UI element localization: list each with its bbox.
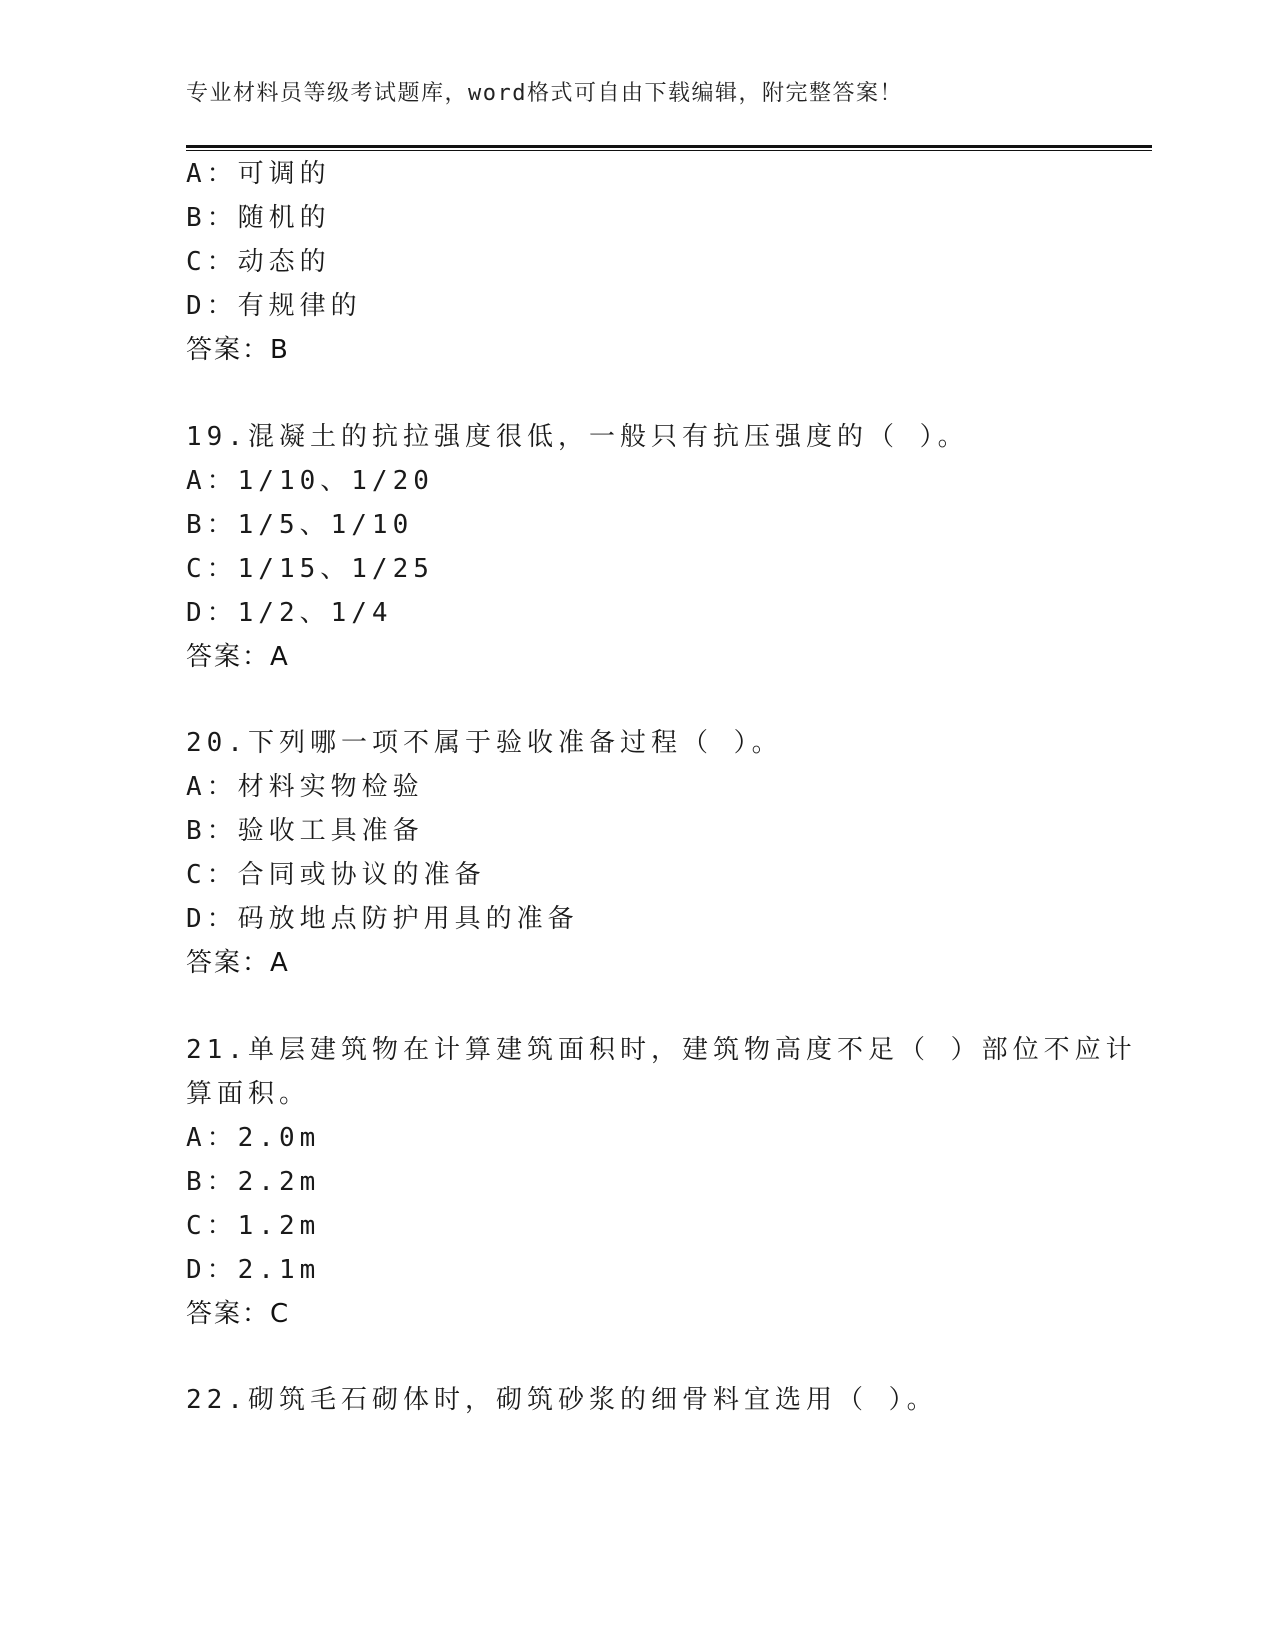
- q20-option-d: D：码放地点防护用具的准备: [186, 904, 579, 934]
- q21-option-d: D：2.1m: [186, 1255, 321, 1285]
- q18-option-a: A：可调的: [186, 159, 331, 189]
- q19-option-b: B：1/5、1/10: [186, 510, 414, 540]
- q20-question: 20.下列哪一项不属于验收准备过程（ ）。: [186, 728, 783, 758]
- q21-question-line1: 21.单层建筑物在计算建筑面积时，建筑物高度不足（ ）部位不应计: [186, 1035, 1137, 1065]
- q21-option-a: A：2.0m: [186, 1123, 321, 1153]
- page-header: 专业材料员等级考试题库，word格式可自由下载编辑，附完整答案！: [186, 81, 903, 106]
- q18-option-d: D：有规律的: [186, 291, 362, 321]
- q20-option-b: B：验收工具准备: [186, 816, 424, 846]
- q18-option-c: C：动态的: [186, 247, 331, 277]
- q22-question: 22.砌筑毛石砌体时，砌筑砂浆的细骨料宜选用（ ）。: [186, 1385, 938, 1415]
- q19-option-c: C：1/15、1/25: [186, 554, 434, 584]
- q21-option-b: B：2.2m: [186, 1167, 321, 1197]
- q20-option-c: C：合同或协议的准备: [186, 860, 486, 890]
- q19-option-a: A：1/10、1/20: [186, 466, 434, 496]
- q21-answer: 答案：C: [186, 1299, 291, 1329]
- q20-answer: 答案：A: [186, 948, 290, 978]
- header-rule-thin: [186, 150, 1152, 151]
- q19-option-d: D：1/2、1/4: [186, 598, 393, 628]
- q18-answer: 答案：B: [186, 335, 290, 365]
- q21-question-line2: 算面积。: [186, 1079, 311, 1109]
- q18-option-b: B：随机的: [186, 203, 331, 233]
- header-rule-thick: [186, 145, 1152, 148]
- q19-question: 19.混凝土的抗拉强度很低，一般只有抗压强度的（ ）。: [186, 422, 969, 452]
- q20-option-a: A：材料实物检验: [186, 772, 424, 802]
- q19-answer: 答案：A: [186, 642, 290, 672]
- q21-option-c: C：1.2m: [186, 1211, 321, 1241]
